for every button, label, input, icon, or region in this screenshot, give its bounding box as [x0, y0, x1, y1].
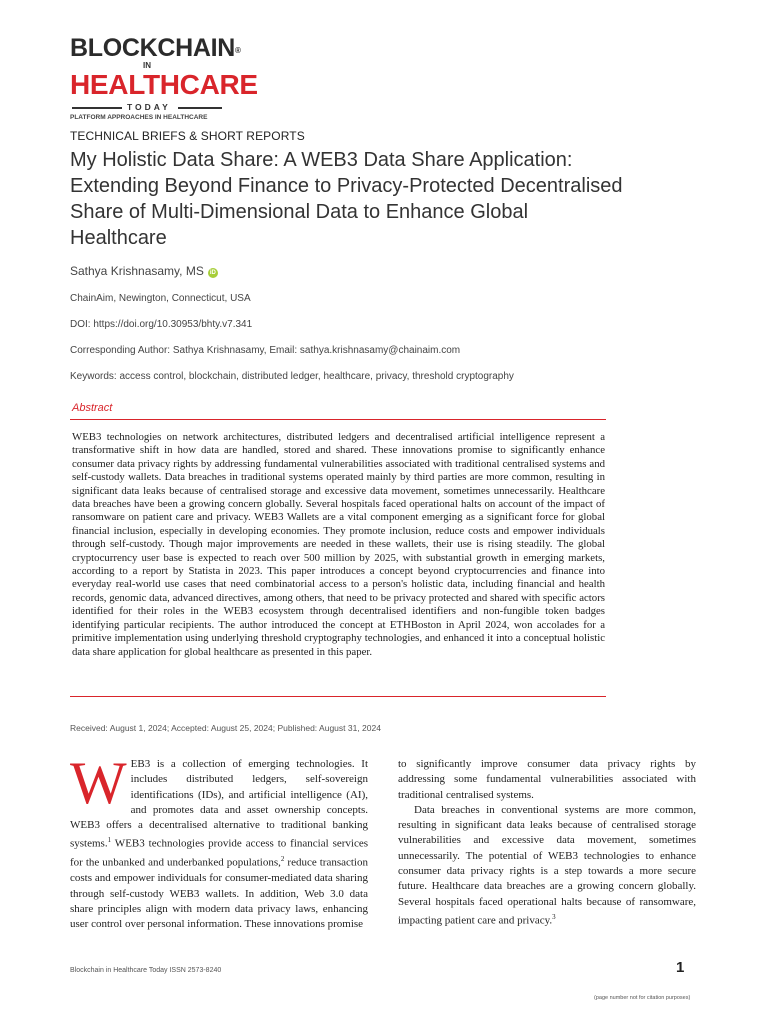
abstract-label: Abstract [72, 402, 113, 414]
corresponding-author: Corresponding Author: Sathya Krishnasamy, Email: sathya.krishnasamy@chainaim.com [70, 345, 461, 356]
article-title: My Holistic Data Share: A WEB3 Data Share Application: Extending Beyond Finance to Privacy-Protected Decentralised Share of Multi-Dimensional Data to Enhance Global Healthcare [70, 149, 623, 249]
journal-logo [70, 34, 270, 121]
received-dates: Received: August 1, 2024; Accepted: August 25, 2024; Published: August 31, 2024 [70, 723, 381, 733]
footer-journal-issn: Blockchain in Healthcare Today ISSN 2573-8240 [70, 967, 222, 974]
logo-subtitle: PLATFORM APPROACHES IN HEALTHCARE [70, 114, 208, 121]
logo-blockchain: BLOCKCHAIN® [70, 34, 241, 62]
page-number: 1 [676, 959, 685, 976]
author-name: Sathya Krishnasamy, MS [70, 264, 204, 278]
citation-2[interactable]: 2 [280, 855, 285, 864]
logo-today: TODAY [127, 102, 171, 112]
abstract-bottom-rule [70, 696, 606, 697]
body-column-left [70, 750, 368, 933]
logo-today-row [70, 102, 230, 114]
logo-healthcare: HEALTHCARE [70, 69, 258, 100]
logo-line-right [178, 107, 222, 109]
abstract-text: WEB3 technologies on network architectures, distributed ledgers and decentralised artificial intelligence represent a transformative shift in how data are handled, stored and shared. These innovations promise to significantly enhance consumer data privacy rights by addressing fundamental vulnerabilities associated with traditional centralised systems and self-custody wallets. Data breaches in traditional systems operated mainly by third parties are more common, resulting in significant data leaks because of centralised storage and excessive data movement, sometimes unnecessarily. Healthcare data breaches have been a growing concern globally. Several hospitals faced operational halts on account of the impact of ransomware on patient care and privacy. WEB3 Wallets are a vital component emerging as a significant force for global financial inclusion, especially in developing economies. They promote inclusion, reduce costs and empower individuals through self-custody. Though major improvements are needed in these wallets, their use is rising steadily. The global cryptocurrency user base is expected to reach over 500 million by 2025, with substantial growth in emerging markets, according to a report by Statista in 2023. This paper introduces a concept beyond cryptocurrencies and finance into everyday real-world use cases that need combinatorial access to a person's holistic data, including financial and health records, genomic data, advanced directives, among others, that need to be privacy protected and shared with specific actors identified for their roles in the WEB3 ecosystem through decentralised identifiers and non-fungible token badges identifying particular recipients. The author introduced the concept at ETHBoston in April 2024, won accolades for a primitive implementation using underlying threshold cryptography technologies, and enhanced it into a conceptual holistic data share application for global healthcare as presented in this paper. [72, 431, 605, 658]
doi-link[interactable]: DOI: https://doi.org/10.30953/bhty.v7.341 [70, 319, 253, 330]
author-line [70, 264, 218, 278]
affiliation: ChainAim, Newington, Connecticut, USA [70, 293, 251, 304]
logo-line-left [72, 107, 122, 109]
continuation-paragraph: to significantly improve consumer data privacy rights by addressing some fundamental vulnerabilities associated with traditional centralised systems. [398, 758, 696, 801]
footer-note: (page number not for citation purposes) [594, 995, 691, 1001]
section-label: TECHNICAL BRIEFS & SHORT REPORTS [70, 129, 305, 143]
orcid-icon[interactable]: iD [209, 270, 216, 276]
breach-paragraph: Data breaches in conventional systems are more common, resulting in significant data leaks because of centralised storage vulnerabilities and excessive data movement, sometimes unnecessarily. The potential of WEB3 technologies to enhance consumer data privacy rights is a step towards a more secure future. Healthcare data breaches are a growing concern globally. Several hospitals faced operational halts because of ransomware, impacting patient care and privacy.$^3$ [398, 803, 696, 927]
citation-1[interactable]: 1 [107, 836, 112, 845]
keywords: Keywords: access control, blockchain, distributed ledger, healthcare, privacy, threshold cryptography [70, 371, 514, 382]
intro-paragraph: WEB3 is a collection of emerging technologies. It includes distributed ledgers, self-sovereign identifications (IDs), and artificial intelligence (AI), and promotes data and asset ownership concepts. WEB3 offers a decentralised alternative to traditional banking systems.$^1$ WEB3 technologies provide access to financial services for the unbanked and underbanked populations,$^2$ reduce transaction costs and empower individuals for consumer-mediated data sharing through self-custody WEB3 wallets. In addition, Web 3.0 data share principles align with modern data privacy laws, enhancing user control over personal information. These innovations promise [70, 750, 368, 931]
body-column-right [398, 757, 696, 929]
citation-3[interactable]: 3 [552, 912, 556, 921]
abstract-top-rule [70, 419, 606, 420]
logo-in: IN [143, 61, 151, 70]
dropcap: W [70, 750, 127, 816]
